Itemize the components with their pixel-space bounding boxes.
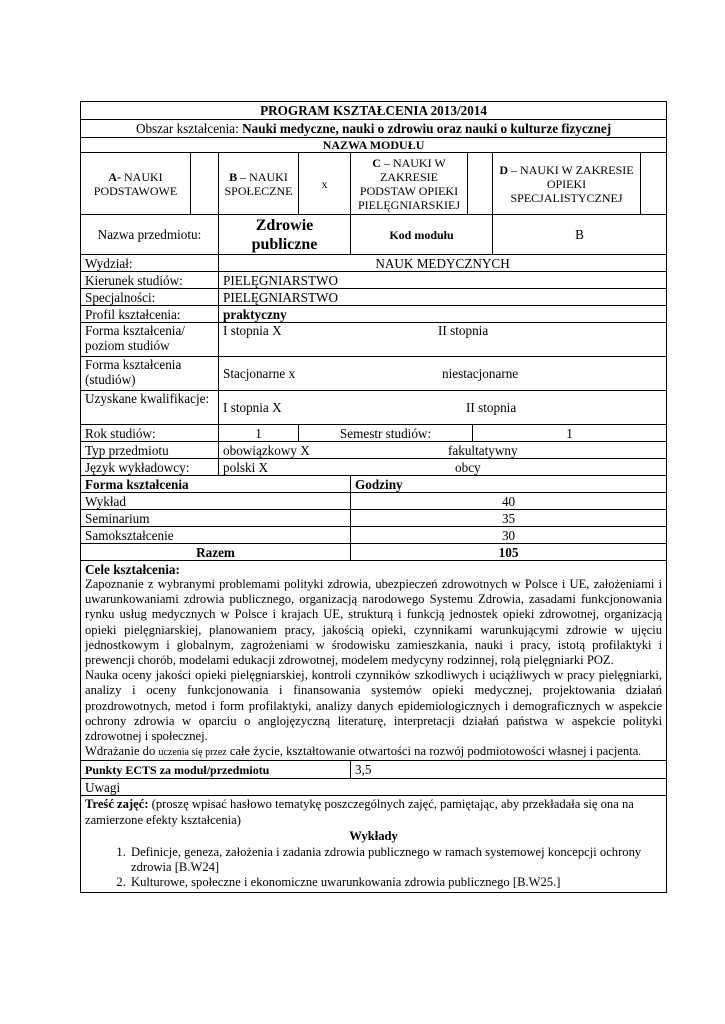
form-studies-stationary: Stacjonarne x	[223, 366, 296, 381]
study-area	[81, 120, 667, 138]
hours-row	[81, 510, 667, 527]
specialty-label: Specjalności:	[81, 289, 219, 306]
module-a-code: A-	[108, 169, 121, 184]
module-b-code: B	[229, 169, 238, 184]
module-d-mark	[641, 153, 667, 215]
hours-row	[81, 527, 667, 544]
content-title: Treść zajęć:	[85, 797, 149, 812]
type-mandatory: obowiązkowy X	[223, 442, 310, 458]
goals-p3-start: Wdrażanie do	[85, 744, 159, 759]
form-level-label: Forma kształcenia/ poziom studiów	[81, 323, 219, 357]
type-optional: fakultatywny	[448, 442, 518, 458]
module-d-code: D	[499, 162, 509, 177]
study-area-value: Nauki medyczne, nauki o zdrowiu oraz nauki o kulturze fizycznej	[242, 121, 612, 136]
lectures-header: Wykłady	[349, 828, 398, 843]
subject-name-label: Nazwa przedmiotu:	[81, 215, 219, 255]
module-a-mark	[191, 153, 219, 215]
content-section	[81, 796, 667, 893]
qualifications-first: I stopnia X	[223, 400, 282, 415]
module-d-text: – NAUKI W ZAKRESIE OPIEKI SPECJALISTYCZNEJ	[508, 162, 634, 205]
hours-row-form: Samokształcenie	[81, 527, 351, 544]
module-b	[219, 153, 299, 215]
form-level-value	[219, 323, 667, 357]
goals-paragraph-3	[85, 744, 662, 760]
list-item: 1. Definicje, geneza, założenia i zadania zdrowia publicznego w ramach systemowej koncepcji ochrony zdrowia [B.W24]	[129, 845, 662, 875]
language-label: Język wykładowcy:	[81, 459, 219, 476]
hours-row-hours: 35	[351, 510, 667, 527]
content-instruction: (proszę wpisać hasłowo tematykę poszczególnych zajęć, pamiętając, aby przekładała się ona na zamierzone efekty kształcenia)	[85, 797, 634, 827]
goals-p3-dot: .	[638, 747, 641, 759]
specialty-value: PIELĘGNIARSTWO	[219, 289, 667, 306]
goals-section	[81, 561, 667, 761]
hours-row-hours: 30	[351, 527, 667, 544]
ects-value: 3,5	[351, 761, 667, 779]
goals-paragraph-1: Zapoznanie z wybranymi problemami polityki zdrowia, ubezpieczeń zdrowotnych w Polsce i UE, założeniami i uwarunkowaniami zdrowia publicznego, organizacją narodowego Systemu Zdrowia, zasadami funkcjonowania rynku usług medycznych w Polsce i krajach UE, strukturą i funkcją jednostek opieki zdrowotnej, organizacją opieki pielęgniarskiej, planowaniem pracy, jakością opieki, czynnikami warunkującymi zdrowie w ujęciu jednostkowym i globalnym, zagrożeniami w środowisku zamieszkania, nauki i pracy, istotą profilaktyki i prewencji chorób, modelami edukacji zdrowotnej, modelem medycyny rodzinnej, rolą pielęgniarki POZ.	[85, 577, 663, 668]
module-c-text: – NAUKI W ZAKRESIE PODSTAW OPIEKI PIELĘGNIARSKIEJ	[358, 155, 460, 212]
hours-hours-header: Godziny	[351, 476, 667, 493]
goals-p3-end: całe życie, kształtowanie otwartości na rozwój podmiotowości własnej i pacjenta	[226, 744, 639, 759]
direction-value: PIELĘGNIARSTWO	[219, 272, 667, 289]
module-name-header: NAZWA MODUŁU	[81, 138, 667, 153]
hours-total-label: Razem	[81, 544, 351, 561]
module-code-value: B	[493, 215, 667, 255]
type-label: Typ przedmiotu	[81, 442, 219, 459]
hours-row-form: Seminarium	[81, 510, 351, 527]
language-polish: polski X	[223, 459, 269, 475]
remarks-label: Uwagi	[81, 779, 667, 796]
goals-p3-small: uczenia się przez	[158, 747, 227, 759]
module-c-code: C	[372, 155, 381, 170]
year-value: 1	[219, 425, 299, 442]
profile-label: Profil kształcenia:	[81, 306, 219, 323]
qualifications-value	[219, 391, 667, 425]
module-b-mark: x	[299, 153, 351, 215]
hours-row-hours: 40	[351, 493, 667, 510]
form-studies-nonstationary: niestacjonarne	[442, 366, 519, 381]
module-b-text: – NAUKI SPOŁECZNE	[224, 169, 293, 198]
study-area-label: Obszar kształcenia:	[135, 121, 239, 136]
subject-name-value: Zdrowie publiczne	[219, 215, 351, 255]
language-value	[219, 459, 667, 476]
module-c	[351, 153, 468, 215]
ects-label: Punkty ECTS za moduł/przedmiotu	[81, 761, 351, 779]
program-table	[80, 101, 667, 893]
hours-form-header: Forma kształcenia	[81, 476, 351, 493]
module-code-label: Kod modułu	[351, 215, 493, 255]
form-level-first: I stopnia X	[223, 323, 282, 338]
faculty-label: Wydział:	[81, 255, 219, 272]
module-a-text: NAUKI PODSTAWOWE	[93, 169, 178, 198]
module-c-mark	[468, 153, 493, 215]
goals-paragraph-2: Nauka oceny jakości opieki pielęgniarskiej, kontroli czynników szkodliwych i uciążliwych w pracy pielęgniarki, analizy i oceny funkcjonowania i finansowania systemów opieki medycznej, projektowania działań prozdrowotnych, metod i form profilaktyki, analizy danych epidemiologicznych i demograficznych w aspekcie ochrony zdrowia w oparciu o anglojęzyczną literaturę, interpretacji działań państwa w aspekcie polityki zdrowotnej i społecznej.	[85, 668, 663, 744]
hours-row	[81, 493, 667, 510]
semester-value: 1	[473, 425, 667, 442]
hours-total-value: 105	[351, 544, 667, 561]
program-title: PROGRAM KSZTAŁCENIA 2013/2014	[81, 102, 667, 120]
qualifications-label: Uzyskane kwalifikacje:	[81, 391, 219, 425]
form-level-second: II stopnia	[438, 323, 489, 338]
lectures-list	[85, 845, 662, 891]
module-d	[493, 153, 641, 215]
year-label: Rok studiów:	[81, 425, 219, 442]
program-document	[80, 101, 666, 893]
profile-value: praktyczny	[219, 306, 667, 323]
content-intro	[85, 797, 662, 827]
list-item: 2. Kulturowe, społeczne i ekonomiczne uwarunkowania zdrowia publicznego [B.W25.]	[129, 875, 662, 890]
form-studies-label: Forma kształcenia (studiów)	[81, 357, 219, 391]
form-studies-value	[219, 357, 667, 391]
qualifications-second: II stopnia	[466, 400, 517, 415]
semester-label: Semestr studiów:	[299, 425, 473, 442]
goals-title: Cele kształcenia:	[85, 562, 180, 577]
faculty-value: NAUK MEDYCZNYCH	[219, 255, 667, 272]
module-a	[81, 153, 191, 215]
hours-row-form: Wykład	[81, 493, 351, 510]
type-value	[219, 442, 667, 459]
language-foreign: obcy	[455, 459, 481, 475]
direction-label: Kierunek studiów:	[81, 272, 219, 289]
